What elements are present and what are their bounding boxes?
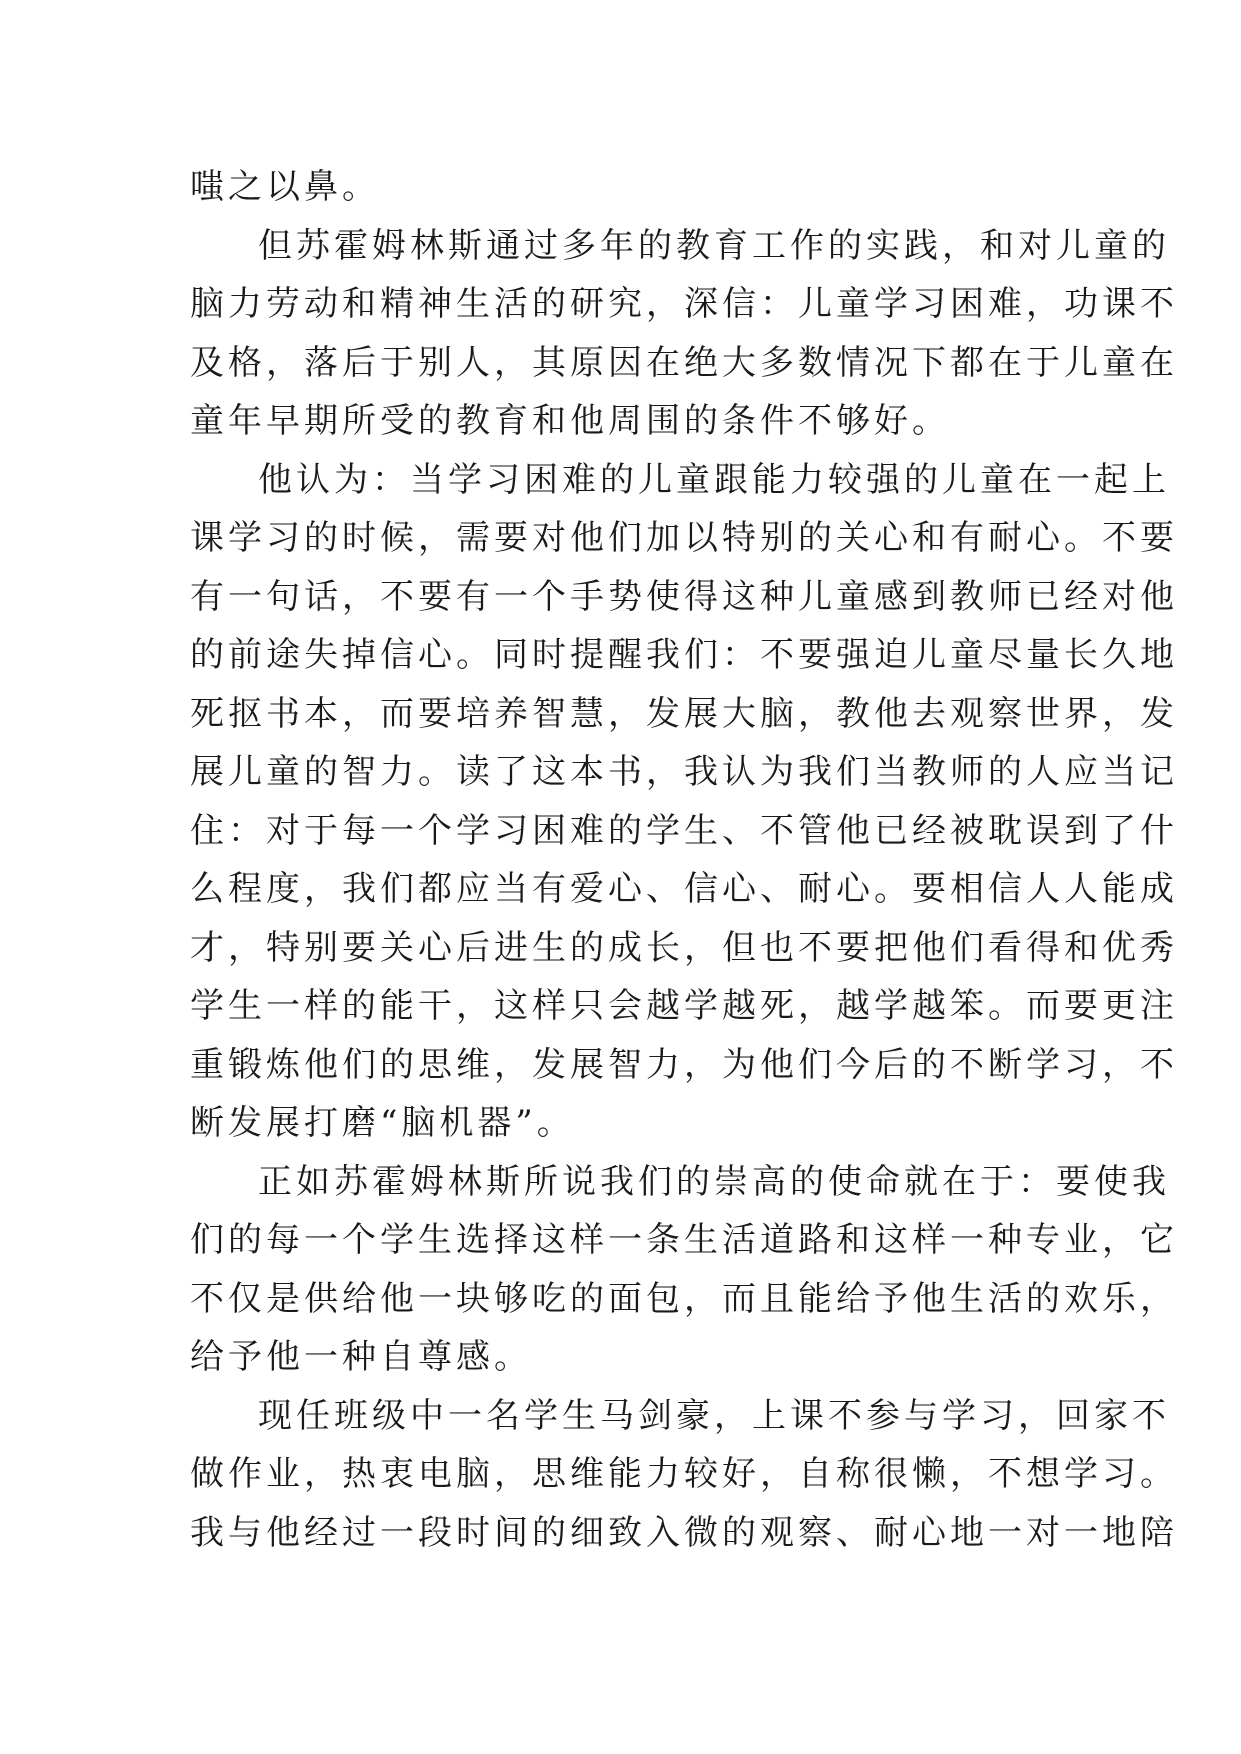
text-line: 嗤之以鼻。 [190, 167, 380, 207]
text-line: 的前途失掉信心。同时提醒我们：不要强迫儿童尽量长久地 [190, 635, 1178, 675]
text-line: 脑力劳动和精神生活的研究，深信：儿童学习困难，功课不 [190, 284, 1178, 324]
body-text [190, 158, 1178, 1562]
text-line: 他认为：当学习困难的儿童跟能力较强的儿童在一起上 [258, 459, 1170, 500]
text-line: 断发展打磨“脑机器”。 [190, 1103, 575, 1143]
text-line: 么程度，我们都应当有爱心、信心、耐心。要相信人人能成 [190, 869, 1178, 909]
text-line: 们的每一个学生选择这样一条生活道路和这样一种专业，它 [190, 1220, 1178, 1260]
text-line: 做作业，热衷电脑，思维能力较好，自称很懒，不想学习。 [190, 1454, 1178, 1494]
text-line: 有一句话，不要有一个手势使得这种儿童感到教师已经对他 [190, 576, 1178, 617]
text-line: 死抠书本，而要培养智慧，发展大脑，教他去观察世界，发 [190, 693, 1178, 734]
text-line: 展儿童的智力。读了这本书，我认为我们当教师的人应当记 [190, 752, 1178, 792]
text-line: 但苏霍姆林斯通过多年的教育工作的实践，和对儿童的 [258, 225, 1170, 266]
text-line: 课学习的时候，需要对他们加以特别的关心和有耐心。不要 [190, 518, 1178, 558]
text-line: 我与他经过一段时间的细致入微的观察、耐心地一对一地陪 [190, 1512, 1178, 1553]
text-line: 及格，落后于别人，其原因在绝大多数情况下都在于儿童在 [190, 342, 1178, 383]
text-line: 才，特别要关心后进生的成长，但也不要把他们看得和优秀 [190, 927, 1178, 968]
text-line: 不仅是供给他一块够吃的面包，而且能给予他生活的欢乐， [190, 1278, 1178, 1319]
text-line: 住：对于每一个学习困难的学生、不管他已经被耽误到了什 [190, 810, 1178, 851]
text-line: 童年早期所受的教育和他周围的条件不够好。 [190, 401, 950, 441]
text-line: 给予他一种自尊感。 [190, 1337, 532, 1377]
text-line: 正如苏霍姆林斯所说我们的崇高的使命就在于：要使我 [258, 1161, 1170, 1202]
text-line: 重锻炼他们的思维，发展智力，为他们今后的不断学习，不 [190, 1044, 1178, 1085]
text-line: 现任班级中一名学生马剑豪，上课不参与学习，回家不 [258, 1395, 1170, 1436]
text-line: 学生一样的能干，这样只会越学越死，越学越笨。而要更注 [190, 986, 1178, 1026]
